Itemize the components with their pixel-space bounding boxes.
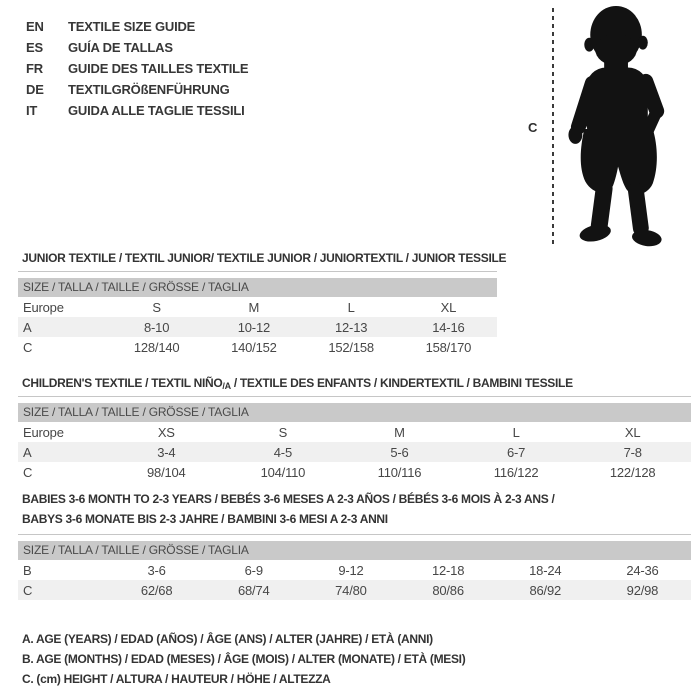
language-title: GUIDE DES TAILLES TEXTILE [68, 61, 249, 76]
size-cell: 3-6 [147, 562, 166, 578]
size-cell: 24-36 [626, 562, 659, 578]
table-row-age [18, 442, 691, 462]
row-label: C [23, 582, 33, 598]
language-code: FR [26, 61, 43, 76]
language-row-it [26, 100, 248, 121]
size-cell: XS [157, 424, 175, 440]
legend-note-a: A. AGE (YEARS) / EDAD (AÑOS) / ÂGE (ANS) / ALTER (JAHRE) / ETÀ (ANNI) [22, 632, 433, 646]
table-row-height [18, 462, 691, 482]
height-dashed-line [552, 8, 554, 246]
size-cell: 10-12 [237, 319, 270, 335]
table-row-age [18, 317, 497, 337]
size-cell: 86/92 [529, 582, 562, 598]
language-code: DE [26, 82, 44, 97]
size-cell: XL [440, 299, 457, 315]
section-title-children-subscript: /A [222, 381, 231, 391]
size-cell: 74/80 [335, 582, 367, 598]
size-cell: 8-10 [144, 319, 170, 335]
size-table-babies [18, 534, 691, 600]
language-title: TEXTILE SIZE GUIDE [68, 19, 196, 34]
language-code: EN [26, 19, 44, 34]
size-cell: S [278, 424, 288, 440]
size-cell: 128/140 [133, 339, 180, 355]
size-cell: 6-9 [244, 562, 263, 578]
size-cell: 104/110 [260, 464, 306, 480]
size-cell: M [394, 424, 405, 440]
section-title-babies-line2: BABYS 3-6 MONATE BIS 2-3 JAHRE / BAMBINI 3-6 MESI A 2-3 ANNI [22, 512, 388, 526]
table-row-height [18, 337, 497, 357]
legend-note-c: C. (cm) HEIGHT / ALTURA / HAUTEUR / HÖHE / ALTEZZA [22, 672, 331, 686]
legend-notes [22, 629, 465, 689]
row-label: A [23, 444, 32, 460]
table-row-europe [18, 297, 497, 317]
size-cell: 98/104 [147, 464, 186, 480]
section-title-children [22, 373, 573, 396]
table-row-europe [18, 422, 691, 442]
section-title-babies [22, 489, 554, 529]
table-row-months [18, 560, 691, 580]
row-label: B [23, 562, 32, 578]
size-cell: 158/170 [425, 339, 472, 355]
size-cell: L [512, 424, 520, 440]
size-cell: 9-12 [338, 562, 364, 578]
size-cell: 80/86 [432, 582, 464, 598]
language-title: GUIDA ALLE TAGLIE TESSILI [68, 103, 245, 118]
size-table-children [18, 396, 691, 482]
row-label: C [23, 339, 33, 355]
legend-note-b: B. AGE (MONTHS) / EDAD (MESES) / ÂGE (MOIS) / ALTER (MONATE) / ETÀ (MESI) [22, 652, 466, 666]
size-cell: 18-24 [529, 562, 562, 578]
size-header-bar: SIZE / TALLA / TAILLE / GRÖSSE / TAGLIA [18, 403, 691, 422]
size-cell: 152/158 [328, 339, 374, 355]
size-cell: 6-7 [506, 444, 526, 460]
size-cell: S [152, 299, 161, 315]
section-title-children-suffix: / TEXTILE DES ENFANTS / KINDERTEXTIL / BAMBINI TESSILE [230, 376, 573, 390]
language-title: TEXTILGRÖßENFÜHRUNG [68, 82, 230, 97]
section-title-junior: JUNIOR TEXTILE / TEXTIL JUNIOR/ TEXTILE JUNIOR / JUNIORTEXTIL / JUNIOR TESSILE [22, 251, 507, 265]
size-cell: L [347, 299, 355, 315]
row-label: A [23, 319, 32, 335]
baby-silhouette-image [558, 2, 688, 248]
size-cell: 14-16 [432, 319, 465, 335]
size-cell: XL [624, 424, 641, 440]
size-cell: 7-8 [623, 444, 642, 460]
height-measure-label: C [528, 120, 538, 135]
table-row-height [18, 580, 691, 600]
language-title: GUÍA DE TALLAS [68, 40, 173, 55]
size-cell: 116/122 [493, 464, 539, 480]
size-table-junior [18, 271, 497, 357]
size-cell: 4-5 [273, 444, 292, 460]
size-cell: 12-13 [335, 319, 368, 335]
size-cell: 62/68 [140, 582, 173, 598]
section-title-children-prefix: CHILDREN'S TEXTILE / TEXTIL NIÑO [22, 376, 223, 390]
row-label: C [23, 464, 33, 480]
size-cell: 68/74 [237, 582, 270, 598]
size-cell: 5-6 [390, 444, 409, 460]
size-cell: 3-4 [157, 444, 176, 460]
size-header-bar: SIZE / TALLA / TAILLE / GRÖSSE / TAGLIA [18, 278, 497, 297]
row-label: Europe [23, 299, 64, 315]
section-title-babies-line1: BABIES 3-6 MONTH TO 2-3 YEARS / BEBÉS 3-6 MESES A 2-3 AÑOS / BÉBÉS 3-6 MOIS À 2-3 ANS / [22, 492, 555, 506]
language-row-de [26, 79, 248, 100]
size-cell: M [248, 299, 260, 315]
language-row-fr [26, 58, 248, 79]
size-cell: 12-18 [431, 562, 465, 578]
language-row-es [26, 37, 248, 58]
size-header-bar: SIZE / TALLA / TAILLE / GRÖSSE / TAGLIA [18, 541, 691, 560]
size-cell: 92/98 [626, 582, 659, 598]
language-row-en [26, 16, 248, 37]
baby-silhouette-svg [558, 2, 688, 248]
size-cell: 140/152 [231, 339, 277, 355]
language-code: ES [26, 40, 43, 55]
row-label: Europe [23, 424, 64, 440]
language-code: IT [26, 103, 38, 118]
size-cell: 110/116 [377, 464, 422, 480]
language-list [26, 16, 248, 121]
size-cell: 122/128 [609, 464, 656, 480]
